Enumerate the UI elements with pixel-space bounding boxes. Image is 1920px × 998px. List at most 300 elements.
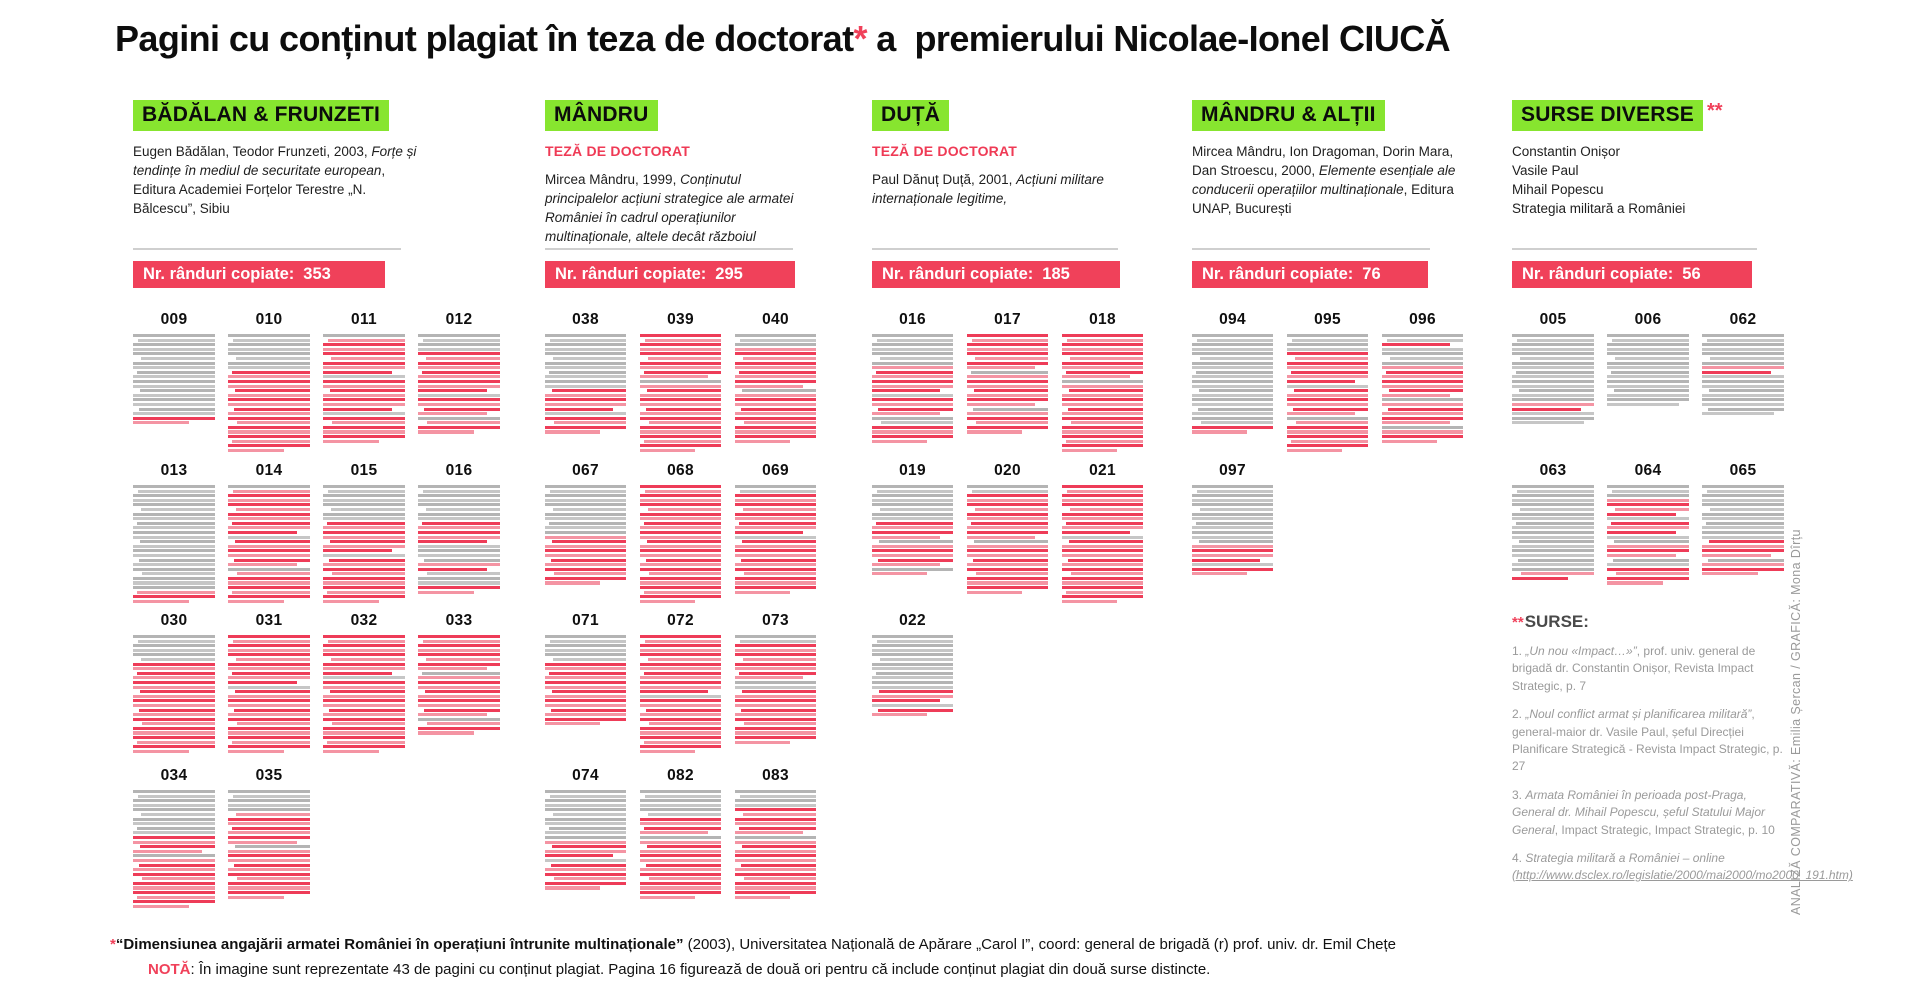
plagiarized-line [1062,595,1143,598]
plagiarized-line [735,531,803,534]
plagiarized-line [1062,398,1143,401]
text-line [1390,357,1463,360]
text-run: , Editura Academiei Forțelor Terestre „N. Bălcescu”, Sibiu [133,162,386,216]
text-line [1607,352,1689,355]
text-line [1192,343,1273,346]
plagiarized-line [228,713,310,716]
text-line [233,339,310,342]
page-number: 072 [667,612,694,629]
plagiarized-line [640,736,721,739]
text-line [1512,362,1594,365]
plagiarized-line [228,586,310,589]
text-line [228,799,310,802]
plagiarized-line [139,864,215,867]
plagiarized-line [328,640,405,643]
plagiarized-line [427,722,500,725]
plagiarized-line [332,572,405,575]
text-line [972,490,1048,493]
text-line [1702,513,1784,516]
plagiarized-line [331,658,405,661]
text-line [1192,503,1273,506]
page-stripes [133,635,215,753]
plagiarized-line [735,653,816,656]
plagiarized-line [233,640,310,643]
text-line [1607,394,1689,397]
plagiarized-line [967,577,1048,580]
plagiarized-line [554,572,626,575]
page-thumbnail [1702,462,1784,586]
plagiarized-line [1709,540,1784,543]
page-row [545,612,816,754]
plagiarized-line [552,690,626,693]
plagiarized-line [328,339,405,342]
text-line [228,536,310,539]
plagiarized-line [418,704,500,707]
page-number: 019 [899,462,926,479]
text-run: Mircea Mândru, Ion Dragoman, Dorin Mara, Dan Stroescu, 2000, [1192,144,1454,178]
text-line [553,813,626,816]
plagiarized-line [234,408,310,411]
text-line [1702,536,1784,539]
plagiarized-line [424,709,500,712]
plagiarized-line [967,568,1048,571]
header-stars: ** [1706,100,1723,122]
plagiarized-line [735,850,816,853]
page-thumbnail [1062,462,1143,604]
plagiarized-line [967,375,1048,378]
plagiarized-line [735,426,816,429]
text-line [1512,394,1594,397]
plagiarized-line [640,449,695,452]
text-line [880,658,953,661]
page-thumbnail [1287,311,1368,453]
plagiarized-line [323,595,405,598]
text-line [640,695,721,698]
plagiarized-line [545,577,626,580]
text-line [1710,508,1784,511]
text-line [138,339,215,342]
source-description [1512,143,1792,219]
plagiarized-line [323,727,405,730]
text-line [1607,348,1689,351]
plagiarized-line [640,818,721,821]
plagiarized-line [735,394,816,397]
plagiarized-line [323,695,405,698]
plagiarized-line [640,526,721,529]
plagiarized-line [228,649,310,652]
plagiarized-line [232,672,310,675]
plagiarized-line [1062,417,1143,420]
plagiarized-line [323,352,405,355]
text-line [1702,494,1784,497]
plagiarized-line [1702,568,1784,571]
plagiarized-line [1062,563,1143,566]
plagiarized-line [872,366,953,369]
text-line [228,686,310,689]
plagiarized-line [1287,362,1368,365]
plagiarized-line [1062,412,1143,415]
plagiarized-line [640,713,721,716]
plagiarized-line [735,366,816,369]
text-line [1707,339,1784,342]
text-line [1200,357,1273,360]
page-number: 015 [350,462,378,479]
text-line [1702,334,1784,337]
text-line [879,540,953,543]
plagiarized-line [735,385,803,388]
plagiarized-line [327,741,405,744]
plagiarized-line [645,640,721,643]
plagiarized-line [1068,408,1143,411]
plagiarized-line [640,676,721,679]
text-line [550,490,626,493]
page-thumbnail [1607,311,1689,426]
text-line [545,494,626,497]
text-line [1382,348,1463,351]
plagiarized-line [1287,449,1342,452]
plagiarized-line [133,905,189,908]
source-column-4 [1192,100,1467,479]
text-line [323,554,405,557]
plagiarized-line [640,503,721,506]
text-line [1607,385,1689,388]
plagiarized-line [1062,531,1130,534]
plagiarized-line [323,736,405,739]
text-run: 4. [1512,850,1526,865]
text-line [1512,554,1594,557]
text-line [1382,334,1463,337]
plagiarized-line [228,581,310,584]
plagiarized-line [228,430,310,433]
plagiarized-line [545,549,626,552]
plagiarized-line [418,540,487,543]
plagiarized-line [640,704,721,707]
page-thumbnail [640,462,721,604]
text-line [735,485,816,488]
plagiarized-line [640,649,721,652]
page-row [133,767,310,909]
plagiarized-line [1062,444,1143,447]
plagiarized-line [872,554,953,557]
plagiarized-line [418,412,487,415]
plagiarized-line [133,859,215,862]
plagiarized-line [739,522,816,525]
page-row [545,767,816,900]
page-number: 082 [667,767,694,784]
text-line [1192,531,1273,534]
page-stripes [133,485,215,603]
text-run: Forțe și tendințe în mediul de securitate european [133,144,417,178]
page-number: 097 [1219,462,1246,479]
copied-rows-badge [1512,261,1752,288]
plagiarized-line [640,663,721,666]
text-line [418,549,500,552]
source-header: SURSE DIVERSE [1512,100,1703,131]
text-line [740,339,816,342]
plagiarized-line [545,554,626,557]
plagiarized-line [323,362,405,365]
plagiarized-line [545,886,600,889]
text-line [973,408,1048,411]
text-line [142,572,215,575]
copied-rows-label: Nr. rânduri copiate: [143,265,295,283]
text-line [133,380,215,383]
source-header-row [1192,100,1467,131]
plagiarized-line [640,731,721,734]
plagiarized-line [647,540,721,543]
text-line [1512,343,1594,346]
plagiarized-line [1287,435,1368,438]
text-line [1702,362,1784,365]
text-line [228,366,310,369]
text-line [1512,494,1594,497]
plagiarized-line [1388,408,1463,411]
plagiarized-line [735,841,816,844]
page-number: 040 [762,311,789,328]
plagiarized-line [640,343,721,346]
plagiarized-line [735,718,816,721]
text-line [1197,339,1273,342]
plagiarized-line [1062,334,1143,337]
plagiarized-line [872,549,953,552]
plagiarized-line [228,727,310,730]
text-line [1702,343,1784,346]
plagiarized-line [967,591,1022,594]
page-row [872,612,953,718]
plagiarized-line [741,408,816,411]
page-row [872,462,1143,604]
text-line [545,822,626,825]
plagiarized-line [133,882,215,885]
text-line [545,653,626,656]
text-line [1192,485,1273,488]
plagiarized-line [640,352,721,355]
plagiarized-line [228,403,310,406]
plagiarized-line [1067,339,1143,342]
text-line [1607,494,1689,497]
text-run: Acțiuni militare internaționale legitime, [872,172,1104,206]
plagiarized-line [418,686,500,689]
plagiarized-line [323,398,405,401]
page-stripes [640,485,721,603]
plagiarized-line [545,854,613,857]
text-line [323,375,405,378]
text-line [133,362,215,365]
text-line [1192,563,1273,566]
plagiarized-line [329,709,405,712]
plagiarized-line [232,440,310,443]
plagiarized-line [967,380,1048,383]
page-thumbnail [545,767,626,900]
page-stripes [1287,334,1368,452]
plagiarized-line [323,731,405,734]
page-number: 038 [572,311,599,328]
text-line [1192,513,1273,516]
plagiarized-line [228,635,310,638]
copied-rows-badge [872,261,1120,288]
page-thumbnail [735,767,816,900]
text-line [645,795,721,798]
plagiarized-line [1062,581,1143,584]
text-line [1611,371,1689,374]
plagiarized-line [545,713,626,716]
page-stripes [1382,334,1463,443]
plagiarized-line [735,554,816,557]
text-line [967,485,1048,488]
page-stripes [545,334,626,434]
text-line [553,658,626,661]
text-line [1287,385,1368,388]
plagiarized-line [133,663,215,666]
plagiarized-line [735,731,816,734]
source-header-row [545,100,800,131]
plagiarized-line [228,554,310,557]
plagiarized-line [967,586,1048,589]
text-line [418,348,500,351]
plagiarized-line [237,421,310,424]
text-line [876,672,953,675]
plagiarized-line [640,750,695,753]
text-line [133,804,215,807]
plagiarized-line [228,644,310,647]
text-line [1287,334,1368,337]
plagiarized-line [418,676,500,679]
plagiarized-line [327,522,405,525]
text-line [1387,339,1463,342]
plagiarized-line [236,508,310,511]
plagiarized-line [967,412,1048,415]
plagiarized-line [137,672,215,675]
plagiarized-line [418,653,500,656]
text-line [140,389,215,392]
plagiarized-line [422,371,500,374]
plagiarized-line [1062,352,1143,355]
text-line [545,362,626,365]
plagiarized-line [133,900,215,903]
footnote-bold-text: “Dimensiunea angajării armatei României în operațiuni întrunite multinaționale” [115,936,684,953]
text-run: Conținutul principalelor acțiuni strategice ale armatei României în cadrul operațiunilor multinaționale, altele decât războiul [545,172,794,244]
plagiarized-line [323,718,405,721]
text-line [545,366,626,369]
text-line [1607,485,1689,488]
plagiarized-line [646,709,721,712]
plagiarized-line [640,412,721,415]
plagiarized-line [1069,389,1143,392]
page-stripes [545,790,626,890]
page-stripes [228,790,310,899]
plagiarized-line [228,695,310,698]
text-line [1607,517,1689,520]
page-thumbnail [133,612,215,754]
plagiarized-line [640,426,721,429]
plagiarized-line [234,709,310,712]
plagiarized-line [1287,398,1368,401]
text-line [1192,380,1273,383]
plagiarized-line [640,686,721,689]
plagiarized-line [872,412,940,415]
page-number: 013 [160,462,188,479]
page-thumbnail [133,767,215,909]
plagiarized-line [649,572,721,575]
text-line [418,494,500,497]
sources-stars: ** [1512,614,1524,631]
source-description [545,171,800,247]
text-line [1192,517,1273,520]
plagiarized-line [228,380,310,383]
text-line [740,640,816,643]
page-stripes [418,485,500,594]
plagiarized-line [228,868,310,871]
plagiarized-line [228,549,310,552]
plagiarized-line [735,741,790,744]
plagiarized-line [1066,440,1143,443]
page-row [872,311,1143,453]
plagiarized-line [137,591,215,594]
text-line [323,499,405,502]
text-line [323,412,405,415]
plagiarized-line [554,877,626,880]
text-line [1607,362,1689,365]
plagiarized-line [872,536,940,539]
text-line [1607,380,1689,383]
page-stripes [323,334,405,443]
plagiarized-line [418,389,487,392]
plagiarized-line [228,663,310,666]
text-line [1702,352,1784,355]
plagiarized-line [1070,508,1143,511]
source-column-5 [1512,100,1792,479]
plagiarized-line [967,403,1035,406]
text-line [328,490,405,493]
plagiarized-line [640,859,721,862]
page-thumbnail [640,612,721,754]
plagiarized-line [872,440,927,443]
text-line [133,398,215,401]
text-line [735,799,816,802]
plagiarized-line [551,709,626,712]
source-url[interactable]: (http://www.dsclex.ro/legislatie/2000/mai2000/mo2000_191.htm) [1512,868,1853,883]
page-number: 068 [667,462,694,479]
plagiarized-line [1382,375,1463,378]
plagiarized-line [640,394,721,397]
plagiarized-line [1702,371,1771,374]
plagiarized-line [327,591,405,594]
plagiarized-line [133,718,215,721]
page-thumbnail [640,311,721,453]
text-run: , Impact Strategic, Impact Strategic, p. 10 [1554,822,1775,837]
plagiarized-line [640,536,721,539]
plagiarized-line [228,891,310,894]
plagiarized-line [545,545,626,548]
plagiarized-line [545,686,626,689]
plagiarized-line [640,699,721,702]
plagiarized-line [133,750,189,753]
plagiarized-line [323,366,405,369]
page-number: 014 [255,462,283,479]
plagiarized-line [545,663,626,666]
page-stripes [323,635,405,753]
plagiarized-line [872,403,953,406]
plagiarized-line [735,649,816,652]
text-line [1196,371,1273,374]
page-stripes [967,334,1048,434]
page-stripes [1512,334,1594,424]
text-line [872,417,953,420]
text-line [418,503,500,506]
plagiarized-line [967,554,1048,557]
text-line [1287,343,1368,346]
plagiarized-line [228,681,297,684]
